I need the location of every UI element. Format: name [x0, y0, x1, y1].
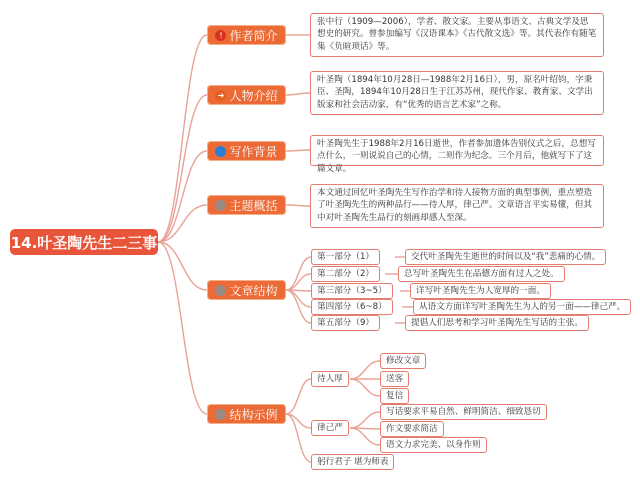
info-icon: !: [215, 30, 226, 41]
structure-part: 第三部分（3~5）: [311, 283, 393, 299]
example-group-label: 待人厚: [311, 371, 349, 387]
note-writing-background: 叶圣陶先生于1988年2月16日逝世，作者参加遗体告别仪式之后，总想写点什么，一则说说自己的心情，二则作为纪念。三个月后，他就写下了这篇文章。: [310, 135, 604, 166]
branch-label: 作者简介: [229, 28, 278, 43]
example-item: 写话要求平易自然、鲜明简洁、细致恳切: [380, 404, 547, 420]
structure-part: 第四部分（6~8）: [311, 299, 393, 315]
branch-author-intro[interactable]: [207, 25, 286, 45]
structure-desc: 从语文方面详写叶圣陶先生为人的另一面——律己严。: [413, 299, 631, 315]
example-item: 作文要求简洁: [380, 421, 444, 437]
branch-person-intro[interactable]: [207, 85, 286, 105]
circle-icon: [215, 285, 226, 296]
structure-part: 第五部分（9）: [311, 315, 380, 331]
example-item: 修改文章: [380, 353, 426, 369]
circle-icon: [215, 200, 226, 211]
structure-desc: 提倡人们思考和学习叶圣陶先生写话的主张。: [405, 315, 589, 331]
note-theme-summary: 本文通过回忆叶圣陶先生写作治学和待人接物方面的典型事例，重点塑造了叶圣陶先生的两种品行——待人厚，律己严。文章语言平实易懂，但其中对叶圣陶先生品行的刻画却感人至深。: [310, 184, 604, 228]
structure-desc: 详写叶圣陶先生为人宽厚的一面。: [410, 283, 551, 299]
structure-connector: [286, 290, 311, 307]
branch-label: 结构示例: [229, 407, 278, 422]
branch-label: 主题概括: [229, 198, 278, 213]
branch-label: 文章结构: [229, 283, 278, 298]
structure-part: 第一部分（1）: [311, 249, 380, 265]
branch-label: 人物介绍: [229, 88, 278, 103]
example-item: 送客: [380, 371, 409, 387]
example-summary: 躬行君子 堪为师表: [311, 454, 394, 470]
note-person-intro: 叶圣陶（1894年10月28日—1988年2月16日），男，原名叶绍钧，字秉臣、圣陶，1894年10月28日生于江苏苏州，现代作家、教育家、文学出版家和社会活动家，有“优秀的语言艺术家”之称。: [310, 71, 604, 115]
root-branch-connector: [158, 95, 207, 242]
structure-connector: [286, 274, 311, 290]
dot-icon: [215, 146, 226, 157]
example-item-connector: [350, 361, 380, 379]
branch-theme-summary[interactable]: [207, 195, 286, 215]
note-author-intro: 张中行（1909—2006），学者、散文家。主要从事语文、古典文学及思想史的研究。曾参加编写《汉语课本》《古代散文选》等。其代表作有随笔集《负暄琐话》等。: [310, 13, 604, 57]
branch-note-connector: [286, 205, 310, 206]
example-item: 语文力求完美、以身作则: [380, 437, 487, 453]
circle-icon: [215, 409, 226, 420]
root-branch-connector: [158, 35, 207, 242]
example-group-label: 律己严: [311, 420, 349, 436]
branch-label: 写作背景: [229, 144, 278, 159]
branch-writing-background[interactable]: [207, 141, 286, 161]
example-item-connector: [350, 428, 380, 445]
structure-connector: [286, 257, 311, 290]
structure-part: 第二部分（2）: [311, 266, 380, 282]
branch-article-structure[interactable]: [207, 280, 286, 300]
example-connector: [286, 379, 311, 414]
root-topic: 14.叶圣陶先生二三事: [10, 229, 158, 255]
branch-structure-examples[interactable]: [207, 404, 286, 424]
example-item-connector: [350, 379, 380, 396]
root-branch-connector: [158, 242, 207, 414]
example-item-connector: [350, 412, 380, 428]
example-item: 复信: [380, 388, 409, 404]
structure-desc: 交代叶圣陶先生逝世的时间以及“我”悲痛的心情。: [405, 249, 606, 265]
branch-note-connector: [286, 150, 310, 151]
branch-note-connector: [286, 93, 310, 95]
structure-desc: 总写叶圣陶先生在品德方面有过人之处。: [398, 266, 565, 282]
arrow-icon: ➜: [215, 90, 226, 101]
